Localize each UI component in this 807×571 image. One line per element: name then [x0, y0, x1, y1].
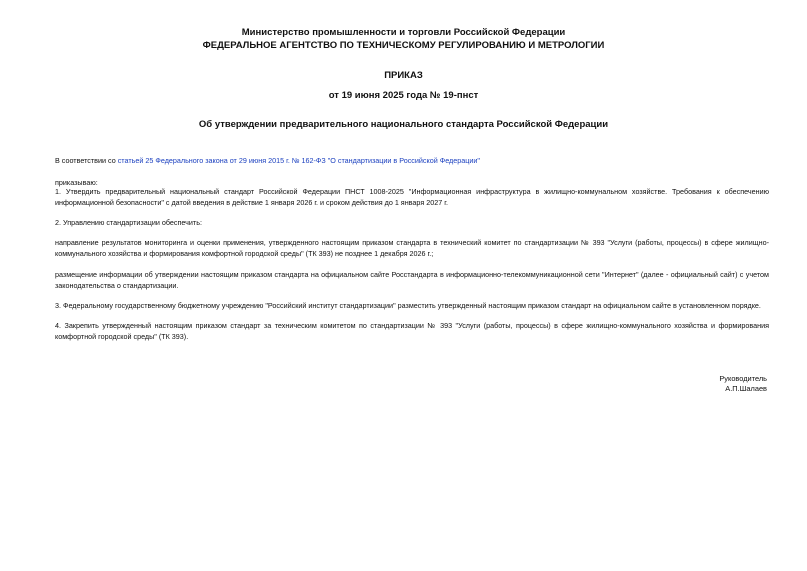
- item-2: 2. Управлению стандартизации обеспечить:: [55, 218, 202, 227]
- item-4: 4. Закрепить утвержденный настоящим приказом стандарт за техническим комитетом по стандартизации № 393 "Услуги (работы, процессы) в сфере жилищно-коммунального хозяйства и формирования комфортной городской среды" (ТК 393).: [55, 321, 769, 341]
- ministry-title: Министерство промышленности и торговли Российской Федерации: [241, 27, 566, 38]
- subject-title: Об утверждении предварительного национального стандарта Российской Федерации: [198, 119, 609, 130]
- signature-name: А.П.Шалаев: [725, 384, 767, 393]
- order-word: приказываю:: [55, 178, 98, 187]
- law-link[interactable]: статьей 25 Федерального закона от 29 июня 2015 г. № 162-ФЗ "О стандартизации в Российской Федерации": [117, 156, 480, 165]
- item-2b: размещение информации об утверждении настоящим приказом стандарта на официальном сайте Росстандарта в информационно-телекоммуникационной сети "Интернет" (далее - официальный сайт) с учетом законодательства о стандартизации.: [55, 270, 769, 290]
- date-number: от 19 июня 2025 года № 19-пнст: [328, 90, 479, 101]
- item-1: 1. Утвердить предварительный национальный стандарт Российской Федерации ПНСТ 1008-2025 "Информационная инфраструктура в жилищно-коммунальном хозяйстве. Требования к обеспечению информационной безопасности" с датой введения в действие 1 января 2026 г. и сроком действия до 1 января 2027 г.: [55, 187, 769, 207]
- signature-title: Руководитель: [719, 374, 767, 383]
- item-3: 3. Федеральному государственному бюджетному учреждению "Российский институт стандартизации" разместить утвержденный настоящим приказом стандарт на официальном сайте в установленном порядке.: [55, 301, 761, 310]
- preamble-prefix: В соответствии со: [55, 156, 118, 165]
- item-2a: направление результатов мониторинга и оценки применения, утвержденного настоящим приказом стандарта в технический комитет по стандартизации № 393 "Услуги (работы, процессы) в сфере жилищно-коммунального хозяйства и формирования комфортной городской среды" (ТК 393) не позднее 1 декабря 2026 г.;: [55, 238, 769, 258]
- doc-type: ПРИКАЗ: [384, 70, 423, 81]
- agency-title: ФЕДЕРАЛЬНОЕ АГЕНТСТВО ПО ТЕХНИЧЕСКОМУ РЕГУЛИРОВАНИЮ И МЕТРОЛОГИИ: [202, 40, 605, 51]
- preamble: [55, 156, 769, 167]
